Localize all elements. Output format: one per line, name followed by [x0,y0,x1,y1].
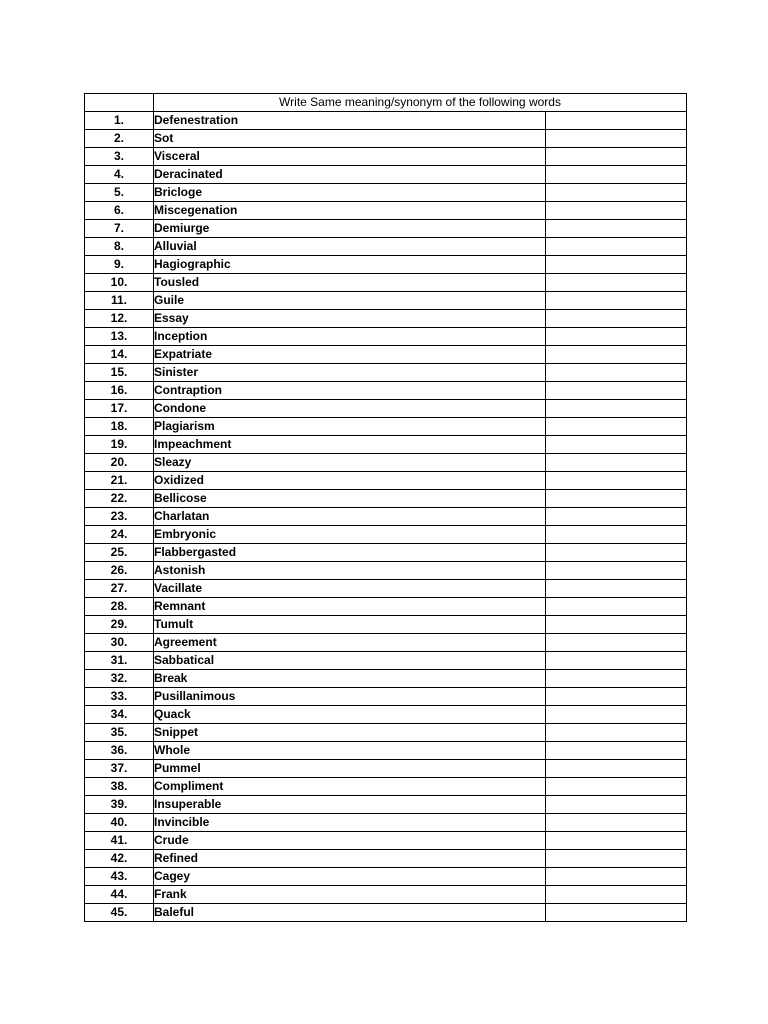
row-number: 27. [85,580,154,598]
worksheet-title: Write Same meaning/synonym of the following words [154,94,687,112]
row-number: 21. [85,472,154,490]
row-number: 29. [85,616,154,634]
synonym-answer-cell[interactable] [546,562,687,580]
synonym-answer-cell[interactable] [546,634,687,652]
row-number: 9. [85,256,154,274]
table-row [85,652,687,670]
row-number: 1. [85,112,154,130]
vocabulary-word: Frank [154,886,546,904]
table-row [85,526,687,544]
table-row [85,580,687,598]
synonym-answer-cell[interactable] [546,148,687,166]
table-row [85,328,687,346]
worksheet-body [85,94,687,922]
synonym-answer-cell[interactable] [546,238,687,256]
vocabulary-word: Pusillanimous [154,688,546,706]
row-number: 23. [85,508,154,526]
synonym-worksheet-table [84,93,687,922]
table-row [85,382,687,400]
table-row [85,274,687,292]
row-number: 8. [85,238,154,256]
synonym-answer-cell[interactable] [546,418,687,436]
vocabulary-word: Guile [154,292,546,310]
synonym-answer-cell[interactable] [546,796,687,814]
vocabulary-word: Snippet [154,724,546,742]
row-number: 31. [85,652,154,670]
header-number-cell [85,94,154,112]
row-number: 40. [85,814,154,832]
synonym-answer-cell[interactable] [546,688,687,706]
row-number: 18. [85,418,154,436]
vocabulary-word: Visceral [154,148,546,166]
synonym-answer-cell[interactable] [546,742,687,760]
row-number: 3. [85,148,154,166]
table-row [85,436,687,454]
table-row [85,886,687,904]
vocabulary-word: Baleful [154,904,546,922]
row-number: 19. [85,436,154,454]
synonym-answer-cell[interactable] [546,886,687,904]
synonym-answer-cell[interactable] [546,256,687,274]
vocabulary-word: Sinister [154,364,546,382]
table-row [85,454,687,472]
row-number: 6. [85,202,154,220]
synonym-answer-cell[interactable] [546,310,687,328]
synonym-answer-cell[interactable] [546,868,687,886]
row-number: 42. [85,850,154,868]
vocabulary-word: Compliment [154,778,546,796]
synonym-answer-cell[interactable] [546,274,687,292]
synonym-answer-cell[interactable] [546,472,687,490]
row-number: 33. [85,688,154,706]
table-row [85,634,687,652]
synonym-answer-cell[interactable] [546,292,687,310]
synonym-answer-cell[interactable] [546,382,687,400]
synonym-answer-cell[interactable] [546,346,687,364]
vocabulary-word: Insuperable [154,796,546,814]
table-row [85,562,687,580]
synonym-answer-cell[interactable] [546,850,687,868]
vocabulary-word: Condone [154,400,546,418]
row-number: 11. [85,292,154,310]
synonym-answer-cell[interactable] [546,220,687,238]
row-number: 25. [85,544,154,562]
row-number: 7. [85,220,154,238]
synonym-answer-cell[interactable] [546,670,687,688]
vocabulary-word: Break [154,670,546,688]
row-number: 41. [85,832,154,850]
row-number: 14. [85,346,154,364]
table-row [85,310,687,328]
vocabulary-word: Defenestration [154,112,546,130]
table-row [85,166,687,184]
synonym-answer-cell[interactable] [546,706,687,724]
table-row [85,364,687,382]
row-number: 10. [85,274,154,292]
row-number: 24. [85,526,154,544]
table-row [85,670,687,688]
table-row [85,292,687,310]
synonym-answer-cell[interactable] [546,814,687,832]
vocabulary-word: Inception [154,328,546,346]
row-number: 2. [85,130,154,148]
row-number: 36. [85,742,154,760]
vocabulary-word: Tousled [154,274,546,292]
synonym-answer-cell[interactable] [546,760,687,778]
vocabulary-word: Deracinated [154,166,546,184]
row-number: 28. [85,598,154,616]
row-number: 38. [85,778,154,796]
row-number: 12. [85,310,154,328]
table-row [85,256,687,274]
row-number: 35. [85,724,154,742]
vocabulary-word: Essay [154,310,546,328]
row-number: 30. [85,634,154,652]
vocabulary-word: Charlatan [154,508,546,526]
row-number: 13. [85,328,154,346]
row-number: 44. [85,886,154,904]
synonym-answer-cell[interactable] [546,832,687,850]
vocabulary-word: Whole [154,742,546,760]
synonym-answer-cell[interactable] [546,598,687,616]
synonym-answer-cell[interactable] [546,580,687,598]
table-row [85,508,687,526]
synonym-answer-cell[interactable] [546,400,687,418]
vocabulary-word: Hagiographic [154,256,546,274]
synonym-answer-cell[interactable] [546,184,687,202]
table-row [85,832,687,850]
table-row [85,796,687,814]
synonym-answer-cell[interactable] [546,652,687,670]
table-row [85,238,687,256]
vocabulary-word: Invincible [154,814,546,832]
vocabulary-word: Quack [154,706,546,724]
table-row [85,706,687,724]
vocabulary-word: Sleazy [154,454,546,472]
vocabulary-word: Sot [154,130,546,148]
table-row [85,202,687,220]
synonym-answer-cell[interactable] [546,904,687,922]
vocabulary-word: Miscegenation [154,202,546,220]
table-row [85,760,687,778]
synonym-answer-cell[interactable] [546,166,687,184]
vocabulary-word: Refined [154,850,546,868]
row-number: 43. [85,868,154,886]
synonym-answer-cell[interactable] [546,328,687,346]
synonym-answer-cell[interactable] [546,454,687,472]
vocabulary-word: Astonish [154,562,546,580]
vocabulary-word: Vacillate [154,580,546,598]
synonym-answer-cell[interactable] [546,508,687,526]
vocabulary-word: Sabbatical [154,652,546,670]
synonym-answer-cell[interactable] [546,526,687,544]
row-number: 45. [85,904,154,922]
vocabulary-word: Crude [154,832,546,850]
header-row [85,94,687,112]
table-row [85,346,687,364]
table-row [85,688,687,706]
vocabulary-word: Flabbergasted [154,544,546,562]
vocabulary-word: Tumult [154,616,546,634]
table-row [85,220,687,238]
synonym-answer-cell[interactable] [546,724,687,742]
row-number: 32. [85,670,154,688]
table-row [85,904,687,922]
vocabulary-word: Agreement [154,634,546,652]
vocabulary-word: Pummel [154,760,546,778]
synonym-answer-cell[interactable] [546,112,687,130]
table-row [85,814,687,832]
table-row [85,742,687,760]
synonym-answer-cell[interactable] [546,436,687,454]
row-number: 20. [85,454,154,472]
vocabulary-word: Contraption [154,382,546,400]
vocabulary-word: Cagey [154,868,546,886]
vocabulary-word: Embryonic [154,526,546,544]
table-row [85,598,687,616]
synonym-answer-cell[interactable] [546,490,687,508]
table-row [85,868,687,886]
table-row [85,130,687,148]
table-row [85,184,687,202]
table-row [85,616,687,634]
vocabulary-word: Bricloge [154,184,546,202]
table-row [85,724,687,742]
synonym-answer-cell[interactable] [546,778,687,796]
vocabulary-word: Expatriate [154,346,546,364]
synonym-answer-cell[interactable] [546,544,687,562]
row-number: 5. [85,184,154,202]
table-row [85,472,687,490]
row-number: 17. [85,400,154,418]
synonym-answer-cell[interactable] [546,202,687,220]
synonym-answer-cell[interactable] [546,364,687,382]
row-number: 4. [85,166,154,184]
table-row [85,490,687,508]
vocabulary-word: Oxidized [154,472,546,490]
table-row [85,778,687,796]
vocabulary-word: Remnant [154,598,546,616]
synonym-answer-cell[interactable] [546,616,687,634]
table-row [85,544,687,562]
vocabulary-word: Impeachment [154,436,546,454]
table-row [85,112,687,130]
row-number: 26. [85,562,154,580]
row-number: 34. [85,706,154,724]
vocabulary-word: Demiurge [154,220,546,238]
vocabulary-word: Bellicose [154,490,546,508]
table-row [85,148,687,166]
row-number: 37. [85,760,154,778]
row-number: 22. [85,490,154,508]
vocabulary-word: Plagiarism [154,418,546,436]
table-row [85,418,687,436]
row-number: 15. [85,364,154,382]
row-number: 39. [85,796,154,814]
table-row [85,850,687,868]
table-row [85,400,687,418]
vocabulary-word: Alluvial [154,238,546,256]
row-number: 16. [85,382,154,400]
synonym-answer-cell[interactable] [546,130,687,148]
